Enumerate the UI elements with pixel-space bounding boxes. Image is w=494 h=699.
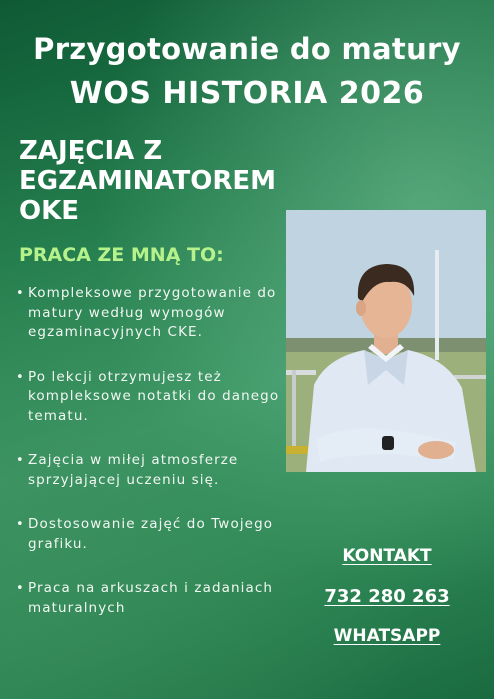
bullet-icon: • <box>16 286 25 301</box>
benefit-item <box>16 368 286 427</box>
intro-heading-line: OKE <box>19 196 80 226</box>
benefits-list <box>16 284 286 643</box>
benefit-item <box>16 284 286 343</box>
benefit-text: Dostosowanie zajęć do Twojego grafiku. <box>28 516 274 552</box>
benefit-text: Kompleksowe przygotowanie do matury według wymogów egzaminacyjnych CKE. <box>28 285 277 340</box>
benefit-text: Zajęcia w miłej atmosferze sprzyjającej uczeniu się. <box>28 452 239 488</box>
contact-label[interactable]: KONTAKT <box>342 546 432 566</box>
benefit-text: Praca na arkuszach i zadaniach maturalnych <box>28 580 274 616</box>
benefit-item <box>16 451 286 490</box>
bullet-icon: • <box>16 369 25 385</box>
benefit-item <box>16 579 286 618</box>
tutor-portrait-illustration <box>286 210 486 472</box>
intro-heading-line: EGZAMINATOREM <box>19 166 276 196</box>
title-line-1: Przygotowanie do matury <box>33 32 461 66</box>
phone-number-link[interactable]: 732 280 263 <box>324 586 450 607</box>
benefit-item <box>16 515 286 554</box>
intro-heading <box>19 136 289 226</box>
title-line-2: WOS HISTORIA 2026 <box>69 76 425 111</box>
bullet-icon: • <box>16 453 25 468</box>
tutor-photo <box>286 210 486 472</box>
benefit-text: Po lekcji otrzymujesz też kompleksowe notatki do danego tematu. <box>28 368 280 424</box>
benefits-subheading: PRACA ZE MNĄ TO: <box>19 244 224 266</box>
whatsapp-link[interactable]: WHATSAPP <box>333 626 441 646</box>
bullet-icon: • <box>16 517 25 532</box>
bullet-icon: • <box>16 581 25 596</box>
intro-heading-line: ZAJĘCIA Z <box>19 136 163 166</box>
